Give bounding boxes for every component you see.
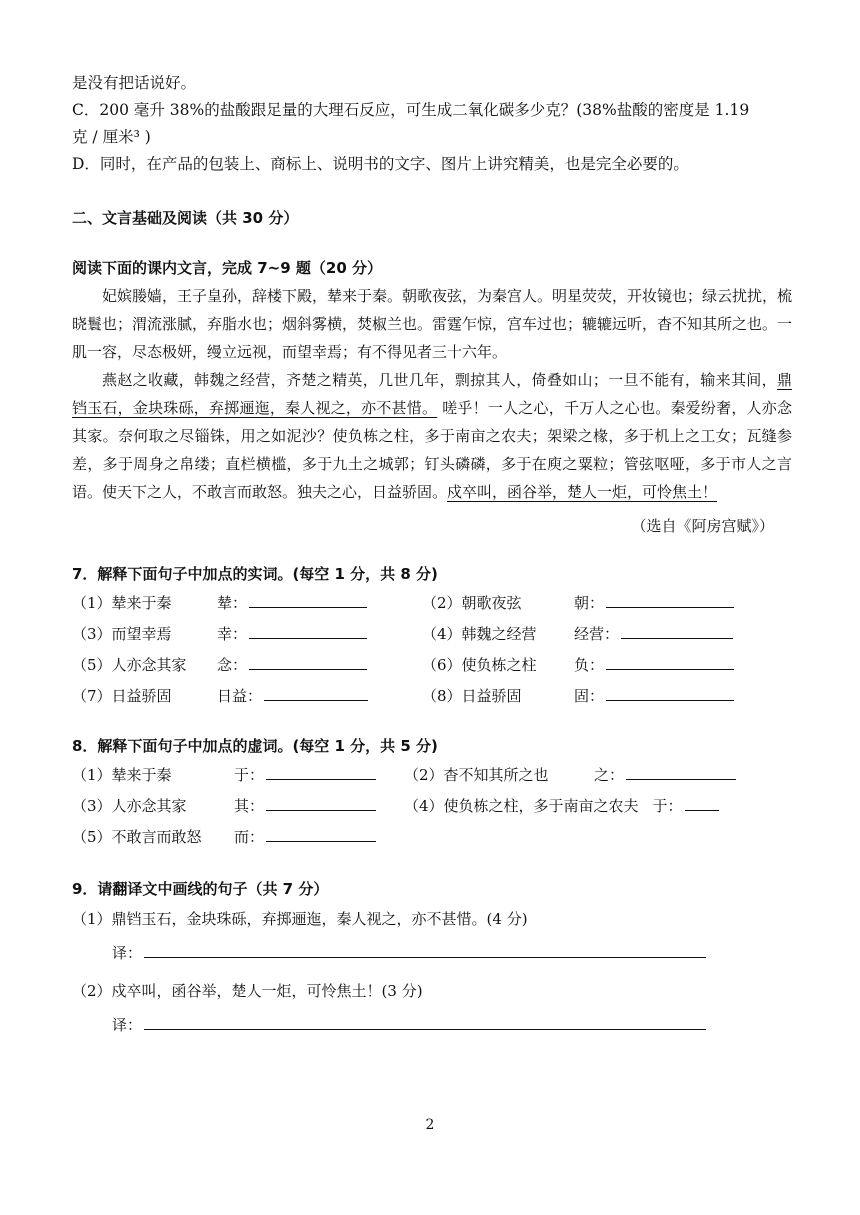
q7-item-6-sentence: （6）使负栋之柱 xyxy=(422,656,537,674)
q9-answer-1-label: 译： xyxy=(112,944,143,962)
q7-item-2 xyxy=(422,588,734,619)
q8-item-2-word: 之： xyxy=(594,766,625,784)
q8-item-5-word: 而： xyxy=(234,828,265,846)
q7-row xyxy=(72,619,792,650)
q8-item-2-blank[interactable] xyxy=(626,761,736,780)
intro-line-4: D．同时，在产品的包装上、商标上、说明书的文字、图片上讲究精美，也是完全必要的。 xyxy=(72,155,689,173)
reading-prompt: 阅读下面的课内文言，完成 7~9 题（20 分） xyxy=(72,259,382,277)
q7-item-1-blank[interactable] xyxy=(249,589,367,608)
q7-item-3-blank[interactable] xyxy=(249,620,367,639)
q7-item-5-word: 念： xyxy=(217,656,248,674)
q8-item-1 xyxy=(72,760,404,791)
q8-item-3-sentence: （3）人亦念其家 xyxy=(72,797,187,815)
q7-item-8-blank[interactable] xyxy=(606,682,734,701)
q8-item-2-sentence: （2）杳不知其所之也 xyxy=(404,766,549,784)
q9-sentence-2: （2）戍卒叫，函谷举，楚人一炬，可怜焦土！(3 分) xyxy=(72,982,423,1000)
q7-item-5 xyxy=(72,650,422,681)
intro-line-3: 克 / 厘米³ ) xyxy=(72,128,151,146)
intro-line-1: 是没有把话说好。 xyxy=(72,74,197,92)
document-page xyxy=(72,70,792,1043)
q7-item-4-blank[interactable] xyxy=(621,620,733,639)
q7-item-2-blank[interactable] xyxy=(606,589,734,608)
q8-rows xyxy=(72,760,792,853)
q7-item-4-word: 经营： xyxy=(574,625,620,643)
q7-item-2-sentence: （2）朝歌夜弦 xyxy=(422,594,522,612)
q7-item-7-sentence: （7）日益骄固 xyxy=(72,687,172,705)
q8-item-4 xyxy=(404,791,719,822)
q7-item-3-word: 幸： xyxy=(217,625,248,643)
q7-item-8 xyxy=(422,681,734,712)
q8-item-4-word: 于： xyxy=(652,797,683,815)
q7-item-6-word: 负： xyxy=(574,656,605,674)
q8-title: 8．解释下面句子中加点的虚词。(每空 1 分，共 5 分) xyxy=(72,737,438,755)
q7-item-1 xyxy=(72,588,422,619)
passage-source: （选自《阿房宫赋》） xyxy=(631,517,774,535)
q9-title: 9．请翻译文中画线的句子（共 7 分） xyxy=(72,880,329,898)
q9-answer-1 xyxy=(112,935,792,971)
q7-item-5-sentence: （5）人亦念其家 xyxy=(72,656,187,674)
q8-row xyxy=(72,760,792,791)
intro-line-2: C．200 毫升 38%的盐酸跟足量的大理石反应，可生成二氧化碳多少克？(38%盐酸的密度是 1.19 xyxy=(72,101,750,119)
q7-row xyxy=(72,588,792,619)
q8-item-1-sentence: （1）辇来于秦 xyxy=(72,766,172,784)
q7-item-2-word: 朝： xyxy=(574,594,605,612)
q8-item-4-blank[interactable] xyxy=(685,792,719,811)
underlined-sentence-2: 戍卒叫，函谷举，楚人一炬，可怜焦土！ xyxy=(447,483,718,501)
page-number: 2 xyxy=(425,1117,435,1133)
q9-answer-2-label: 译： xyxy=(112,1016,143,1034)
q7-item-4 xyxy=(422,619,733,650)
q7-item-7-blank[interactable] xyxy=(264,682,368,701)
q9-answer-2-line[interactable] xyxy=(144,1011,706,1030)
q7-item-6-blank[interactable] xyxy=(606,651,734,670)
passage-paragraph-2 xyxy=(72,366,792,506)
q7-row xyxy=(72,681,792,712)
q7-item-3-sentence: （3）而望幸焉 xyxy=(72,625,172,643)
q8-item-3-blank[interactable] xyxy=(266,792,376,811)
q9-answer-2 xyxy=(112,1007,792,1043)
q7-item-8-sentence: （8）日益骄固 xyxy=(422,687,522,705)
q8-item-5-blank[interactable] xyxy=(266,823,376,842)
q8-row xyxy=(72,791,792,822)
q7-item-6 xyxy=(422,650,734,681)
passage-p2-part-b: 嗟乎！一人之心，千万人之心也。秦爱纷奢，人亦念其家。奈何取之尽锱铢，用之如泥沙？使负栋之柱，多于南亩之农夫；架梁之椽，多于机上之工女；瓦缝参差，多于周身之帛缕；直栏横槛，多于九土之城郭；钉头磷磷，多于在庾之粟粒；管弦呕哑，多于市人之言语。使天下之人，不敢言而敢怒。独夫之心，日益骄固。 xyxy=(72,399,792,501)
passage-paragraph-1: 妃嫔媵嫱，王子皇孙，辞楼下殿，辇来于秦。朝歌夜弦，为秦宫人。明星荧荧，开妆镜也；绿云扰扰，梳晓鬟也；渭流涨腻，弃脂水也；烟斜雾横，焚椒兰也。雷霆乍惊，宫车过也；辘辘远听，杳不知其所之也。一肌一容，尽态极妍，缦立远视，而望幸焉；有不得见者三十六年。 xyxy=(72,287,793,361)
q7-row xyxy=(72,650,792,681)
q7-item-7 xyxy=(72,681,422,712)
q7-item-8-word: 固： xyxy=(574,687,605,705)
section-2-title: 二、文言基础及阅读（共 30 分） xyxy=(72,209,299,227)
passage-p2-part-a: 燕赵之收藏，韩魏之经营，齐楚之精英，几世几年，剽掠其人，倚叠如山；一旦不能有，输来其间， xyxy=(102,371,777,389)
q8-row xyxy=(72,822,792,853)
q7-title: 7．解释下面句子中加点的实词。(每空 1 分，共 8 分) xyxy=(72,565,438,583)
q8-item-4-sentence: （4）使负栋之柱，多于南亩之农夫 xyxy=(404,797,639,815)
q7-item-7-word: 日益： xyxy=(217,687,263,705)
q7-rows xyxy=(72,588,792,712)
q7-item-4-sentence: （4）韩魏之经营 xyxy=(422,625,537,643)
q8-item-3 xyxy=(72,791,404,822)
q7-item-5-blank[interactable] xyxy=(249,651,367,670)
underlined-sentence-1: 鼎铛玉石，金块珠砾，弃掷逦迤，秦人视之，亦不甚惜。 xyxy=(72,371,792,417)
q8-item-5-sentence: （5）不敢言而敢怒 xyxy=(72,828,202,846)
q7-item-3 xyxy=(72,619,422,650)
q9-answer-1-line[interactable] xyxy=(144,939,706,958)
q8-item-1-word: 于： xyxy=(234,766,265,784)
q7-item-1-word: 辇： xyxy=(217,594,248,612)
q8-item-1-blank[interactable] xyxy=(266,761,376,780)
q8-item-3-word: 其： xyxy=(234,797,265,815)
q8-item-5 xyxy=(72,822,404,853)
q9-sentence-1: （1）鼎铛玉石，金块珠砾，弃掷逦迤，秦人视之，亦不甚惜。(4 分) xyxy=(72,910,528,928)
q7-item-1-sentence: （1）辇来于秦 xyxy=(72,594,172,612)
q8-item-2 xyxy=(404,760,736,791)
